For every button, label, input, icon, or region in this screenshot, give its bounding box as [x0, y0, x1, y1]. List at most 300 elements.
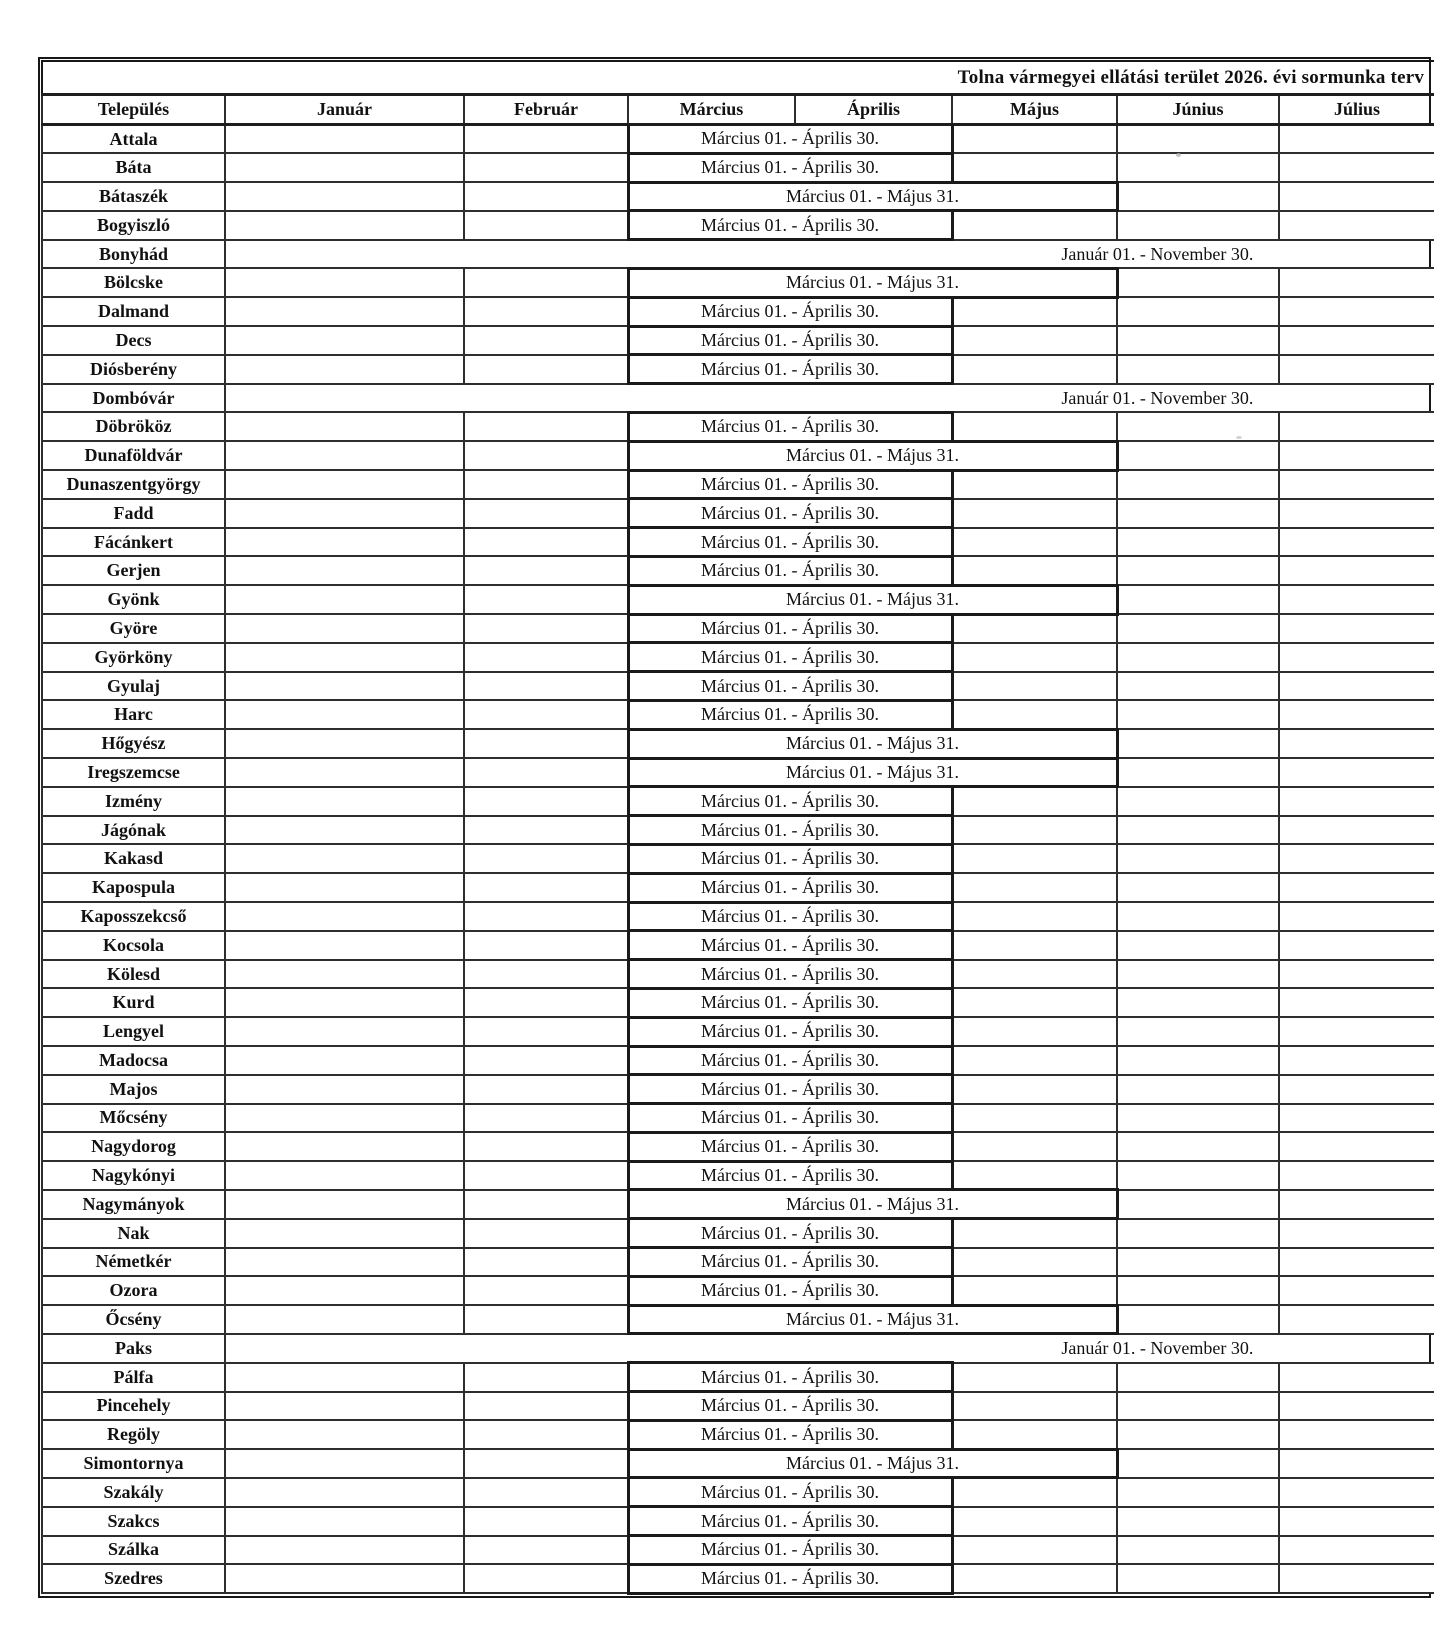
period-cell: Március 01. - Április 30.	[628, 902, 952, 931]
empty-cell	[1279, 672, 1434, 701]
empty-cell	[1279, 528, 1434, 557]
table-row	[42, 240, 1434, 269]
empty-cell	[1279, 758, 1434, 787]
empty-cell	[225, 1161, 464, 1190]
empty-cell	[225, 1104, 464, 1133]
empty-cell	[225, 1507, 464, 1536]
period-cell: Március 01. - Május 31.	[628, 1190, 1117, 1219]
period-cell: Március 01. - Április 30.	[628, 125, 952, 154]
empty-cell	[464, 1305, 628, 1334]
empty-cell	[464, 1219, 628, 1248]
empty-cell	[225, 960, 464, 989]
settlement-cell: Izmény	[42, 787, 225, 816]
empty-cell	[952, 1420, 1117, 1449]
empty-cell	[1279, 1420, 1434, 1449]
empty-cell	[1279, 125, 1434, 154]
empty-cell	[464, 182, 628, 211]
empty-cell	[225, 1536, 464, 1565]
empty-cell	[1117, 1363, 1279, 1392]
period-cell: Március 01. - Május 31.	[628, 1305, 1117, 1334]
empty-cell	[1117, 643, 1279, 672]
period-cell: Március 01. - Április 30.	[628, 1420, 952, 1449]
table-row	[42, 441, 1434, 470]
empty-cell	[225, 614, 464, 643]
empty-cell	[225, 153, 464, 182]
table-row	[42, 1046, 1434, 1075]
table-row	[42, 153, 1434, 182]
empty-cell	[464, 1536, 628, 1565]
empty-cell	[464, 1248, 628, 1277]
empty-cell	[952, 960, 1117, 989]
period-cell: Március 01. - Április 30.	[628, 1536, 952, 1565]
empty-cell	[952, 1046, 1117, 1075]
table-row	[42, 1305, 1434, 1334]
empty-cell	[1117, 1507, 1279, 1536]
empty-cell	[1117, 931, 1279, 960]
settlement-cell: Györköny	[42, 643, 225, 672]
empty-cell	[464, 297, 628, 326]
empty-cell	[1117, 902, 1279, 931]
empty-cell	[464, 355, 628, 384]
empty-cell	[952, 1075, 1117, 1104]
empty-cell	[464, 1363, 628, 1392]
table-row	[42, 297, 1434, 326]
settlement-cell: Attala	[42, 125, 225, 154]
settlement-cell: Lengyel	[42, 1017, 225, 1046]
empty-cell	[464, 960, 628, 989]
empty-cell	[1279, 1161, 1434, 1190]
table-row	[42, 470, 1434, 499]
empty-cell	[225, 1478, 464, 1507]
empty-cell	[1117, 441, 1279, 470]
empty-cell	[464, 153, 628, 182]
empty-cell	[1279, 556, 1434, 585]
empty-cell	[1279, 988, 1434, 1017]
settlement-cell: Hőgyész	[42, 729, 225, 758]
empty-cell	[464, 499, 628, 528]
period-cell: Március 01. - Április 30.	[628, 1017, 952, 1046]
title-row	[42, 61, 1434, 95]
table-row	[42, 1334, 1434, 1363]
empty-cell	[1279, 355, 1434, 384]
header-row	[42, 95, 1434, 125]
period-cell: Március 01. - Április 30.	[628, 1075, 952, 1104]
table-row	[42, 211, 1434, 240]
empty-cell	[464, 672, 628, 701]
empty-cell	[1279, 585, 1434, 614]
empty-cell	[1279, 1392, 1434, 1421]
empty-cell	[225, 585, 464, 614]
empty-cell	[1117, 1248, 1279, 1277]
empty-cell	[1117, 960, 1279, 989]
table-row	[42, 1536, 1434, 1565]
empty-cell	[464, 528, 628, 557]
settlement-cell: Bátaszék	[42, 182, 225, 211]
column-header: Június	[1117, 95, 1279, 125]
table-row	[42, 528, 1434, 557]
period-cell: Március 01. - Május 31.	[628, 758, 1117, 787]
empty-cell	[1279, 412, 1434, 441]
empty-cell	[1117, 585, 1279, 614]
period-cell: Január 01. - November 30.	[225, 1334, 1434, 1363]
empty-cell	[1279, 614, 1434, 643]
empty-cell	[1117, 355, 1279, 384]
empty-cell	[1279, 1564, 1434, 1593]
empty-cell	[1117, 1190, 1279, 1219]
empty-cell	[1117, 787, 1279, 816]
table-row	[42, 787, 1434, 816]
settlement-cell: Iregszemcse	[42, 758, 225, 787]
empty-cell	[952, 988, 1117, 1017]
empty-cell	[1279, 182, 1434, 211]
period-cell: Március 01. - Április 30.	[628, 499, 952, 528]
empty-cell	[464, 1017, 628, 1046]
empty-cell	[464, 1478, 628, 1507]
period-cell: Március 01. - Április 30.	[628, 931, 952, 960]
period-cell: Március 01. - Április 30.	[628, 1104, 952, 1133]
empty-cell	[1279, 1075, 1434, 1104]
column-header: Január	[225, 95, 464, 125]
table-row	[42, 643, 1434, 672]
period-cell: Március 01. - Április 30.	[628, 614, 952, 643]
empty-cell	[1117, 499, 1279, 528]
empty-cell	[952, 787, 1117, 816]
table-row	[42, 700, 1434, 729]
empty-cell	[952, 1017, 1117, 1046]
empty-cell	[952, 1161, 1117, 1190]
table-row	[42, 1132, 1434, 1161]
empty-cell	[1117, 1478, 1279, 1507]
table-row	[42, 1449, 1434, 1478]
empty-cell	[952, 556, 1117, 585]
settlement-cell: Németkér	[42, 1248, 225, 1277]
table-row	[42, 412, 1434, 441]
table-row	[42, 1507, 1434, 1536]
empty-cell	[1117, 1564, 1279, 1593]
empty-cell	[952, 844, 1117, 873]
settlement-cell: Nak	[42, 1219, 225, 1248]
table-row	[42, 1248, 1434, 1277]
empty-cell	[1117, 1046, 1279, 1075]
empty-cell	[464, 1190, 628, 1219]
empty-cell	[1117, 816, 1279, 845]
empty-cell	[225, 1449, 464, 1478]
empty-cell	[1279, 1248, 1434, 1277]
period-cell: Március 01. - Április 30.	[628, 153, 952, 182]
period-cell: Március 01. - Május 31.	[628, 729, 1117, 758]
empty-cell	[952, 153, 1117, 182]
empty-cell	[464, 470, 628, 499]
empty-cell	[464, 1046, 628, 1075]
settlement-cell: Gyönk	[42, 585, 225, 614]
empty-cell	[1279, 297, 1434, 326]
settlement-cell: Kaposszekcső	[42, 902, 225, 931]
empty-cell	[952, 1248, 1117, 1277]
settlement-cell: Simontornya	[42, 1449, 225, 1478]
empty-cell	[1279, 700, 1434, 729]
period-cell: Január 01. - November 30.	[225, 240, 1434, 269]
settlement-cell: Mőcsény	[42, 1104, 225, 1133]
period-cell: Március 01. - Április 30.	[628, 1478, 952, 1507]
settlement-cell: Pálfa	[42, 1363, 225, 1392]
table-row	[42, 729, 1434, 758]
period-cell: Március 01. - Április 30.	[628, 672, 952, 701]
empty-cell	[1117, 1075, 1279, 1104]
empty-cell	[1117, 412, 1279, 441]
period-cell: Március 01. - Április 30.	[628, 470, 952, 499]
table-title: Tolna vármegyei ellátási terület 2026. évi sormunka terv	[42, 61, 1434, 95]
period-cell: Március 01. - Április 30.	[628, 1507, 952, 1536]
empty-cell	[464, 816, 628, 845]
empty-cell	[1117, 1017, 1279, 1046]
settlement-cell: Pincehely	[42, 1392, 225, 1421]
period-cell: Március 01. - Április 30.	[628, 873, 952, 902]
empty-cell	[464, 1132, 628, 1161]
empty-cell	[1279, 326, 1434, 355]
empty-cell	[464, 614, 628, 643]
empty-cell	[952, 211, 1117, 240]
empty-cell	[1279, 1046, 1434, 1075]
settlement-cell: Szálka	[42, 1536, 225, 1565]
empty-cell	[952, 499, 1117, 528]
empty-cell	[1117, 1449, 1279, 1478]
empty-cell	[952, 1132, 1117, 1161]
table-row	[42, 355, 1434, 384]
settlement-cell: Bölcske	[42, 268, 225, 297]
table-row	[42, 672, 1434, 701]
period-cell: Március 01. - Április 30.	[628, 787, 952, 816]
table-row	[42, 902, 1434, 931]
empty-cell	[464, 268, 628, 297]
empty-cell	[225, 1017, 464, 1046]
empty-cell	[952, 1104, 1117, 1133]
empty-cell	[1117, 1132, 1279, 1161]
empty-cell	[464, 700, 628, 729]
table-row	[42, 931, 1434, 960]
empty-cell	[1279, 1363, 1434, 1392]
empty-cell	[1279, 844, 1434, 873]
empty-cell	[225, 1132, 464, 1161]
period-cell: Március 01. - Április 30.	[628, 412, 952, 441]
empty-cell	[1279, 902, 1434, 931]
table-row	[42, 182, 1434, 211]
empty-cell	[1279, 1449, 1434, 1478]
settlement-cell: Szakcs	[42, 1507, 225, 1536]
empty-cell	[952, 614, 1117, 643]
empty-cell	[225, 326, 464, 355]
empty-cell	[225, 816, 464, 845]
table-row	[42, 816, 1434, 845]
period-cell: Március 01. - Április 30.	[628, 326, 952, 355]
empty-cell	[1117, 873, 1279, 902]
empty-cell	[952, 125, 1117, 154]
column-header: Május	[952, 95, 1117, 125]
empty-cell	[1279, 873, 1434, 902]
empty-cell	[1279, 1132, 1434, 1161]
period-cell: Január 01. - November 30.	[225, 384, 1434, 413]
table-row	[42, 1161, 1434, 1190]
settlement-cell: Kurd	[42, 988, 225, 1017]
empty-cell	[1117, 700, 1279, 729]
empty-cell	[225, 1046, 464, 1075]
column-header: Március	[628, 95, 795, 125]
empty-cell	[952, 1564, 1117, 1593]
empty-cell	[1279, 211, 1434, 240]
settlement-cell: Nagykónyi	[42, 1161, 225, 1190]
empty-cell	[952, 1507, 1117, 1536]
empty-cell	[1117, 1305, 1279, 1334]
empty-cell	[952, 1536, 1117, 1565]
empty-cell	[1279, 441, 1434, 470]
period-cell: Március 01. - Április 30.	[628, 960, 952, 989]
empty-cell	[225, 182, 464, 211]
period-cell: Március 01. - Április 30.	[628, 1392, 952, 1421]
empty-cell	[1279, 1536, 1434, 1565]
empty-cell	[1117, 844, 1279, 873]
empty-cell	[1117, 297, 1279, 326]
period-cell: Március 01. - Április 30.	[628, 1219, 952, 1248]
empty-cell	[952, 355, 1117, 384]
table-row	[42, 1017, 1434, 1046]
period-cell: Március 01. - Április 30.	[628, 988, 952, 1017]
empty-cell	[1279, 729, 1434, 758]
column-header: Július	[1279, 95, 1434, 125]
empty-cell	[464, 931, 628, 960]
empty-cell	[1279, 1305, 1434, 1334]
empty-cell	[1117, 211, 1279, 240]
settlement-cell: Madocsa	[42, 1046, 225, 1075]
table-row	[42, 1420, 1434, 1449]
empty-cell	[225, 1363, 464, 1392]
empty-cell	[464, 1420, 628, 1449]
column-header: Település	[42, 95, 225, 125]
settlement-cell: Dunaföldvár	[42, 441, 225, 470]
settlement-cell: Fadd	[42, 499, 225, 528]
empty-cell	[1279, 470, 1434, 499]
empty-cell	[464, 412, 628, 441]
empty-cell	[952, 873, 1117, 902]
empty-cell	[464, 326, 628, 355]
empty-cell	[225, 412, 464, 441]
period-cell: Március 01. - Április 30.	[628, 211, 952, 240]
empty-cell	[952, 412, 1117, 441]
settlement-cell: Kocsola	[42, 931, 225, 960]
empty-cell	[952, 1478, 1117, 1507]
empty-cell	[464, 211, 628, 240]
empty-cell	[1279, 643, 1434, 672]
empty-cell	[225, 268, 464, 297]
settlement-cell: Nagydorog	[42, 1132, 225, 1161]
empty-cell	[952, 1392, 1117, 1421]
empty-cell	[464, 556, 628, 585]
period-cell: Március 01. - Április 30.	[628, 1132, 952, 1161]
empty-cell	[464, 441, 628, 470]
table-row	[42, 960, 1434, 989]
empty-cell	[1117, 268, 1279, 297]
empty-cell	[225, 528, 464, 557]
period-cell: Március 01. - Április 30.	[628, 844, 952, 873]
empty-cell	[1279, 153, 1434, 182]
settlement-cell: Kölesd	[42, 960, 225, 989]
empty-cell	[1117, 1536, 1279, 1565]
empty-cell	[464, 787, 628, 816]
settlement-cell: Szedres	[42, 1564, 225, 1593]
empty-cell	[225, 499, 464, 528]
settlement-cell: Bogyiszló	[42, 211, 225, 240]
empty-cell	[1117, 528, 1279, 557]
empty-cell	[464, 988, 628, 1017]
empty-cell	[225, 441, 464, 470]
empty-cell	[464, 1392, 628, 1421]
settlement-cell: Gyulaj	[42, 672, 225, 701]
empty-cell	[225, 1420, 464, 1449]
table-row	[42, 585, 1434, 614]
empty-cell	[1117, 614, 1279, 643]
empty-cell	[952, 1363, 1117, 1392]
period-cell: Március 01. - Április 30.	[628, 297, 952, 326]
empty-cell	[1279, 1190, 1434, 1219]
settlement-cell: Majos	[42, 1075, 225, 1104]
settlement-cell: Dunaszentgyörgy	[42, 470, 225, 499]
period-cell: Március 01. - Április 30.	[628, 643, 952, 672]
empty-cell	[1279, 1276, 1434, 1305]
empty-cell	[1279, 931, 1434, 960]
table-row	[42, 125, 1434, 154]
empty-cell	[225, 1276, 464, 1305]
period-cell: Március 01. - Május 31.	[628, 1449, 1117, 1478]
settlement-cell: Diósberény	[42, 355, 225, 384]
empty-cell	[464, 585, 628, 614]
period-cell: Március 01. - Április 30.	[628, 1046, 952, 1075]
empty-cell	[952, 931, 1117, 960]
settlement-cell: Harc	[42, 700, 225, 729]
empty-cell	[225, 902, 464, 931]
empty-cell	[225, 125, 464, 154]
empty-cell	[1117, 988, 1279, 1017]
settlement-cell: Dalmand	[42, 297, 225, 326]
table-row	[42, 1392, 1434, 1421]
empty-cell	[952, 672, 1117, 701]
empty-cell	[225, 1219, 464, 1248]
period-cell: Március 01. - Április 30.	[628, 556, 952, 585]
empty-cell	[1279, 1507, 1434, 1536]
empty-cell	[225, 844, 464, 873]
scan-speck	[1176, 153, 1181, 157]
empty-cell	[1117, 1276, 1279, 1305]
settlement-cell: Kapospula	[42, 873, 225, 902]
table-row	[42, 556, 1434, 585]
table-row	[42, 1276, 1434, 1305]
empty-cell	[225, 787, 464, 816]
empty-cell	[1117, 1219, 1279, 1248]
settlement-cell: Ozora	[42, 1276, 225, 1305]
empty-cell	[1279, 816, 1434, 845]
empty-cell	[464, 758, 628, 787]
empty-cell	[464, 1564, 628, 1593]
empty-cell	[464, 1161, 628, 1190]
empty-cell	[464, 1507, 628, 1536]
empty-cell	[952, 1276, 1117, 1305]
table-row	[42, 1219, 1434, 1248]
empty-cell	[464, 125, 628, 154]
empty-cell	[952, 297, 1117, 326]
empty-cell	[1279, 268, 1434, 297]
empty-cell	[464, 1075, 628, 1104]
empty-cell	[225, 556, 464, 585]
empty-cell	[225, 355, 464, 384]
empty-cell	[225, 1190, 464, 1219]
empty-cell	[225, 643, 464, 672]
